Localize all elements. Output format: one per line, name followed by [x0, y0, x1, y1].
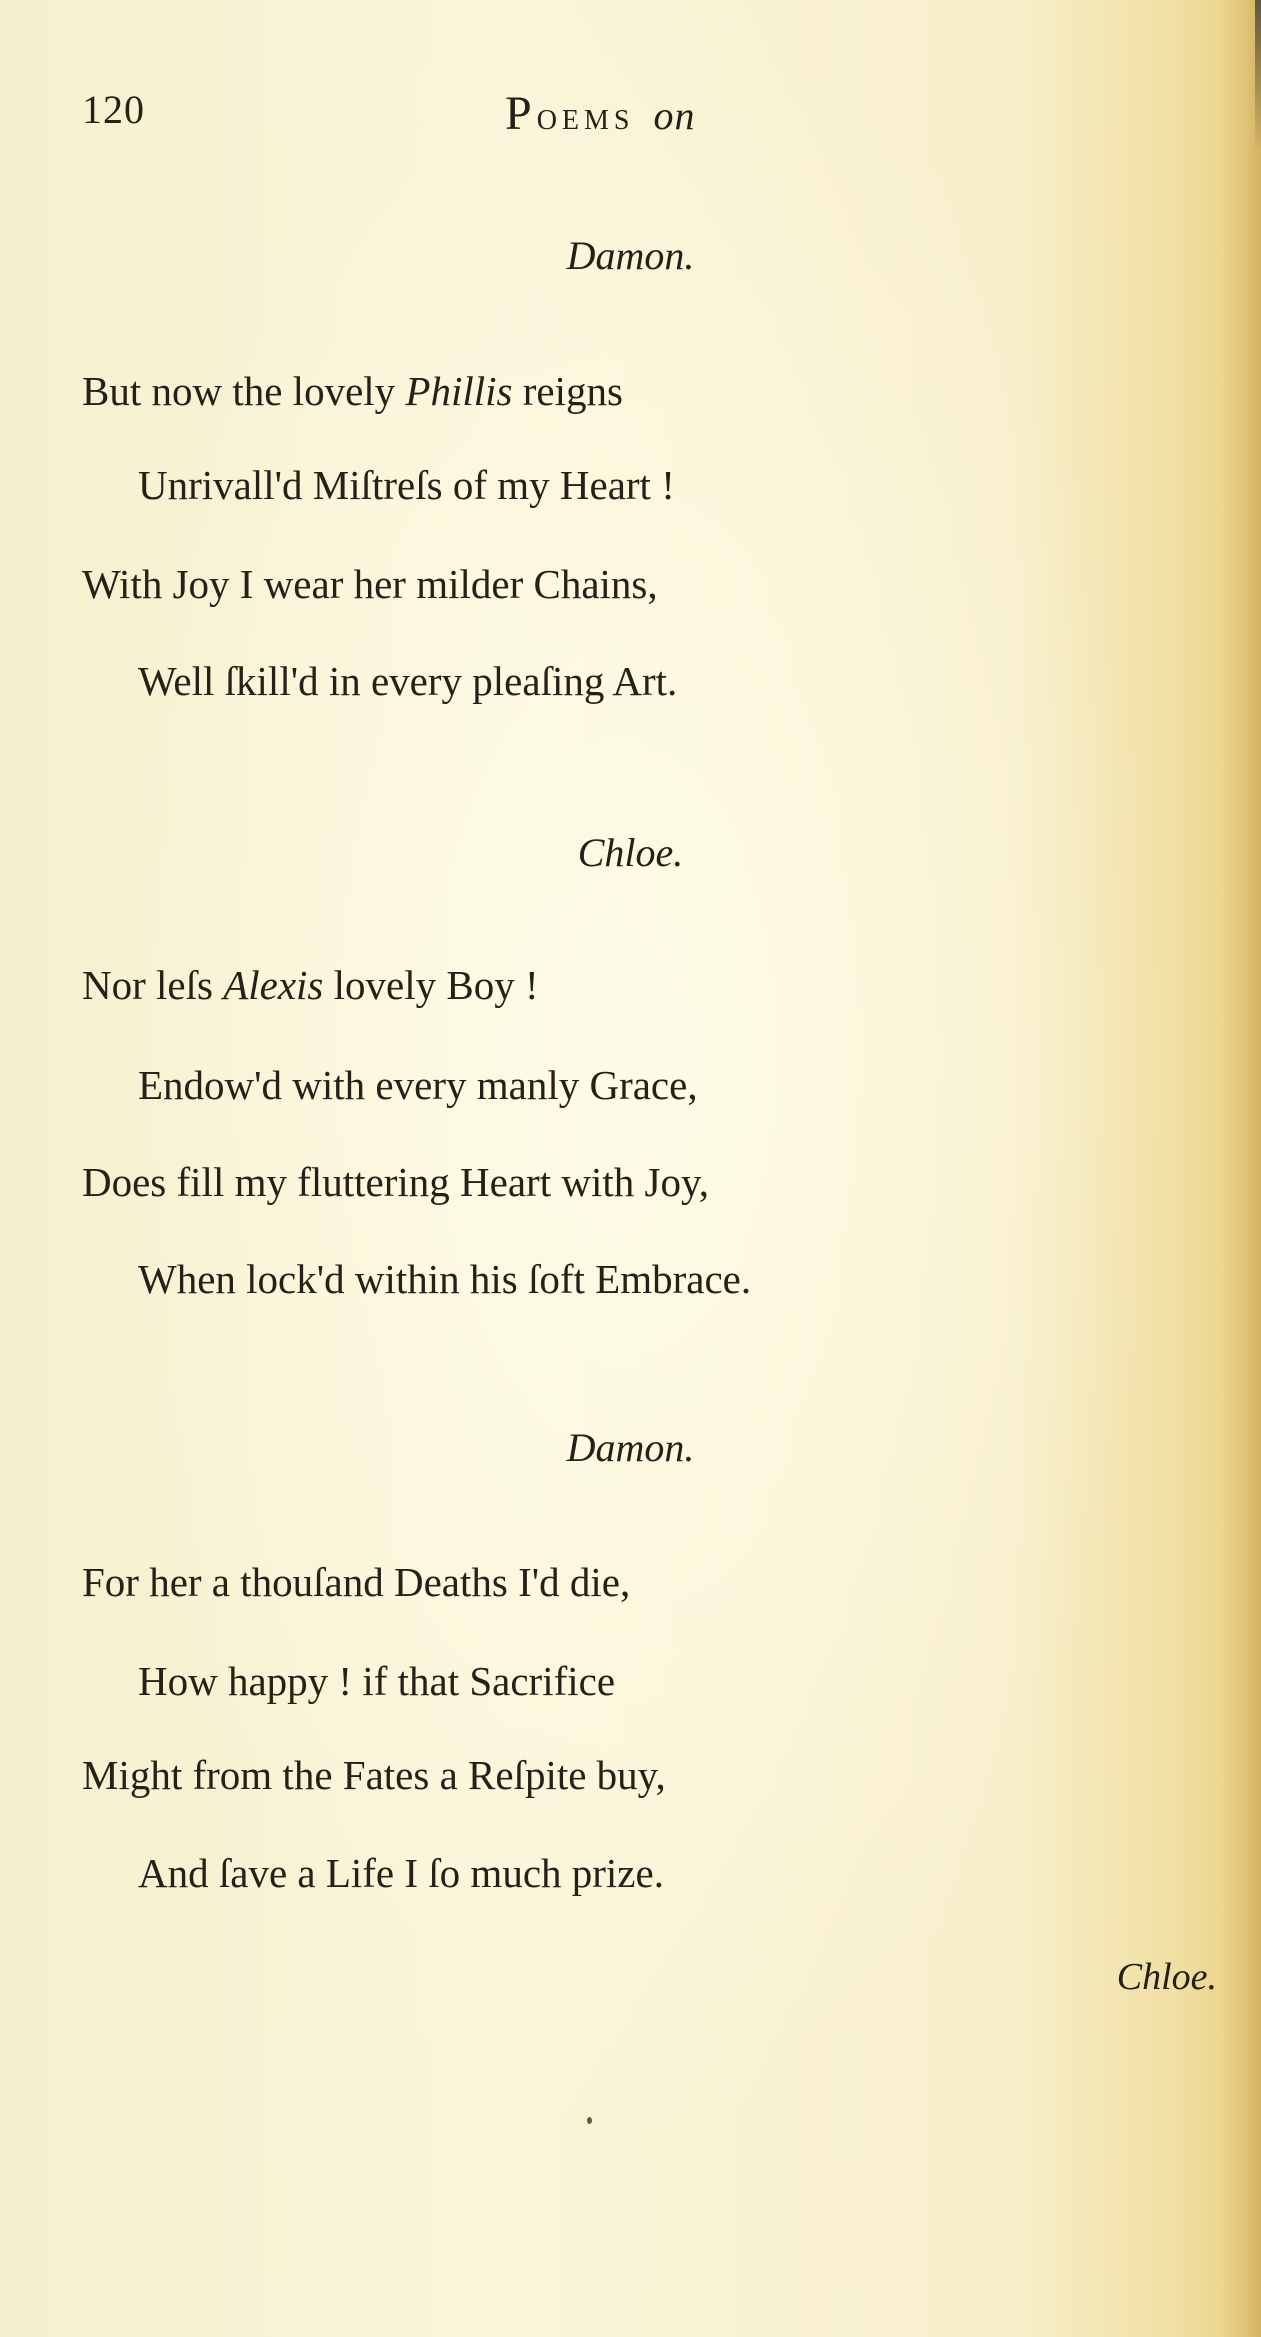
verse-line [82, 367, 623, 415]
verse-line [82, 1558, 630, 1606]
page-header [0, 86, 1261, 146]
running-head-capital: P [505, 87, 537, 140]
verse-text: Nor leſs [82, 962, 224, 1008]
verse-text: Well ſkill'd in every pleaſing Art. [138, 658, 678, 704]
verse-text: lovely Boy ! [323, 962, 539, 1008]
verse-line [138, 1849, 664, 1897]
verse-text: Endow'd with every manly Grace, [138, 1062, 698, 1108]
verse-line [82, 1751, 666, 1799]
verse-line [138, 1255, 751, 1303]
catchword: Chloe. [1116, 1956, 1217, 1998]
page-number: 120 [82, 87, 145, 132]
verse-text: When lock'd within his ſoft Embrace. [138, 1256, 752, 1302]
verse-name: Phillis [405, 368, 513, 414]
verse-line [82, 1158, 709, 1206]
speaker-heading: Damon. [566, 233, 695, 278]
verse-text: Does fill my fluttering Heart with Joy, [82, 1159, 710, 1205]
verse-line [82, 560, 658, 608]
verse-text: Might from the Fates a Reſpite buy, [82, 1752, 666, 1798]
running-head [505, 86, 696, 141]
verse-line [138, 657, 677, 705]
verse-text: reigns [512, 368, 623, 414]
verse-text: With Joy I wear her milder Chains, [82, 561, 658, 607]
verse-name: Alexis [223, 962, 324, 1008]
verse-line [138, 1657, 615, 1705]
running-head-on: on [653, 93, 696, 138]
verse-line [138, 461, 675, 509]
verse-text: But now the lovely [82, 368, 406, 414]
verse-text: How happy ! if that Sacrifice [138, 1658, 616, 1704]
verse-text: For her a thouſand Deaths I'd die, [82, 1559, 631, 1605]
verse-line [82, 961, 539, 1009]
ink-speck [587, 2117, 592, 2124]
verse-line [138, 1061, 698, 1109]
page-fold-shadow [1221, 0, 1261, 2337]
verse-text: And ſave a Life I ſo much prize. [138, 1850, 664, 1896]
speaker-heading: Damon. [566, 1425, 695, 1470]
verse-text: Unrivall'd Miſtreſs of my Heart ! [138, 462, 675, 508]
speaker-heading: Chloe. [577, 830, 684, 875]
running-head-text: oems [536, 93, 635, 138]
